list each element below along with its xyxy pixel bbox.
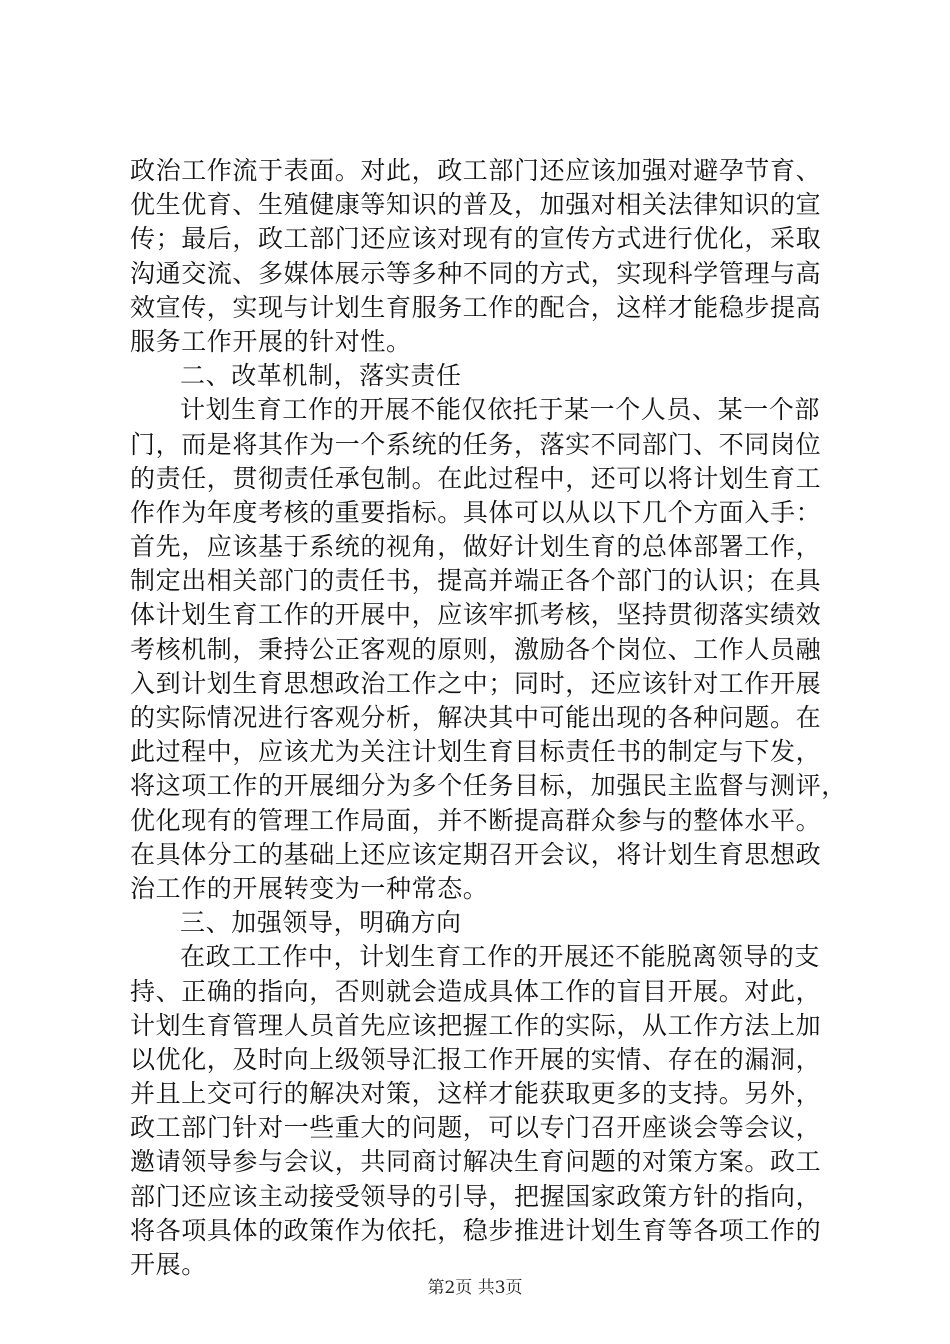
document-body	[130, 154, 847, 1282]
text-line: 以优化，及时向上级领导汇报工作开展的实情、存在的漏洞，	[130, 1044, 822, 1074]
text-line: 并且上交可行的解决对策，这样才能获取更多的支持。另外，	[130, 1079, 822, 1109]
text-line: 传；最后，政工部门还应该对现有的宣传方式进行优化，采取	[130, 224, 822, 254]
text-line: 持、正确的指向，否则就会造成具体工作的盲目开展。对此，	[130, 976, 822, 1006]
text-line: 服务工作开展的针对性。	[130, 326, 412, 356]
text-line: 计划生育工作的开展不能仅依托于某一个人员、某一个部	[180, 395, 821, 425]
text-line: 效宣传，实现与计划生育服务工作的配合，这样才能稳步提高	[130, 292, 822, 322]
text-line: 治工作的开展转变为一种常态。	[130, 873, 489, 903]
text-line: 在政工工作中，计划生育工作的开展还不能脱离领导的支	[180, 942, 821, 972]
text-line: 计划生育管理人员首先应该把握工作的实际，从工作方法上加	[130, 1010, 822, 1040]
text-line: 沟通交流、多媒体展示等多种不同的方式，实现科学管理与高	[130, 258, 822, 288]
text-line: 门，而是将其作为一个系统的任务，落实不同部门、不同岗位	[130, 429, 822, 459]
text-line: 政治工作流于表面。对此，政工部门还应该加强对避孕节育、	[130, 156, 822, 185]
text-line: 在具体分工的基础上还应该定期召开会议，将计划生育思想政	[130, 839, 822, 869]
text-line: 首先，应该基于系统的视角，做好计划生育的总体部署工作，	[130, 532, 822, 562]
text-line: 考核机制，秉持公正客观的原则，激励各个岗位、工作人员融	[130, 634, 822, 664]
text-line: 的实际情况进行客观分析，解决其中可能出现的各种问题。在	[130, 703, 822, 732]
text-line: 作作为年度考核的重要指标。具体可以从以下几个方面入手：	[130, 497, 822, 527]
text-line: 部门还应该主动接受领导的引导，把握国家政策方针的指向，	[130, 1181, 822, 1211]
text-line: 开展。	[130, 1250, 207, 1279]
text-line: 优化现有的管理工作局面，并不断提高群众参与的整体水平。	[130, 805, 822, 835]
text-line: 邀请领导参与会议，共同商讨解决生育问题的对策方案。政工	[130, 1147, 822, 1177]
page-number: 第2页 共3页	[427, 1278, 523, 1298]
text-line: 体计划生育工作的开展中，应该牢抓考核，坚持贯彻落实绩效	[130, 600, 822, 630]
text-line: 二、改革机制，落实责任	[180, 361, 462, 391]
text-line: 优生优育、生殖健康等知识的普及，加强对相关法律知识的宣	[130, 190, 822, 220]
text-line: 三、加强领导，明确方向	[180, 908, 462, 938]
text-line: 此过程中，应该尤为关注计划生育目标责任书的制定与下发，	[130, 737, 822, 767]
text-line: 政工部门针对一些重大的问题，可以专门召开座谈会等会议，	[130, 1113, 822, 1143]
text-line: 将各项具体的政策作为依托，稳步推进计划生育等各项工作的	[130, 1215, 822, 1245]
text-line: 将这项工作的开展细分为多个任务目标，加强民主监督与测评，	[130, 771, 847, 801]
text-line: 入到计划生育思想政治工作之中；同时，还应该针对工作开展	[130, 668, 822, 698]
text-line: 制定出相关部门的责任书，提高并端正各个部门的认识；在具	[130, 566, 822, 596]
text-line: 的责任，贯彻责任承包制。在此过程中，还可以将计划生育工	[130, 463, 822, 493]
